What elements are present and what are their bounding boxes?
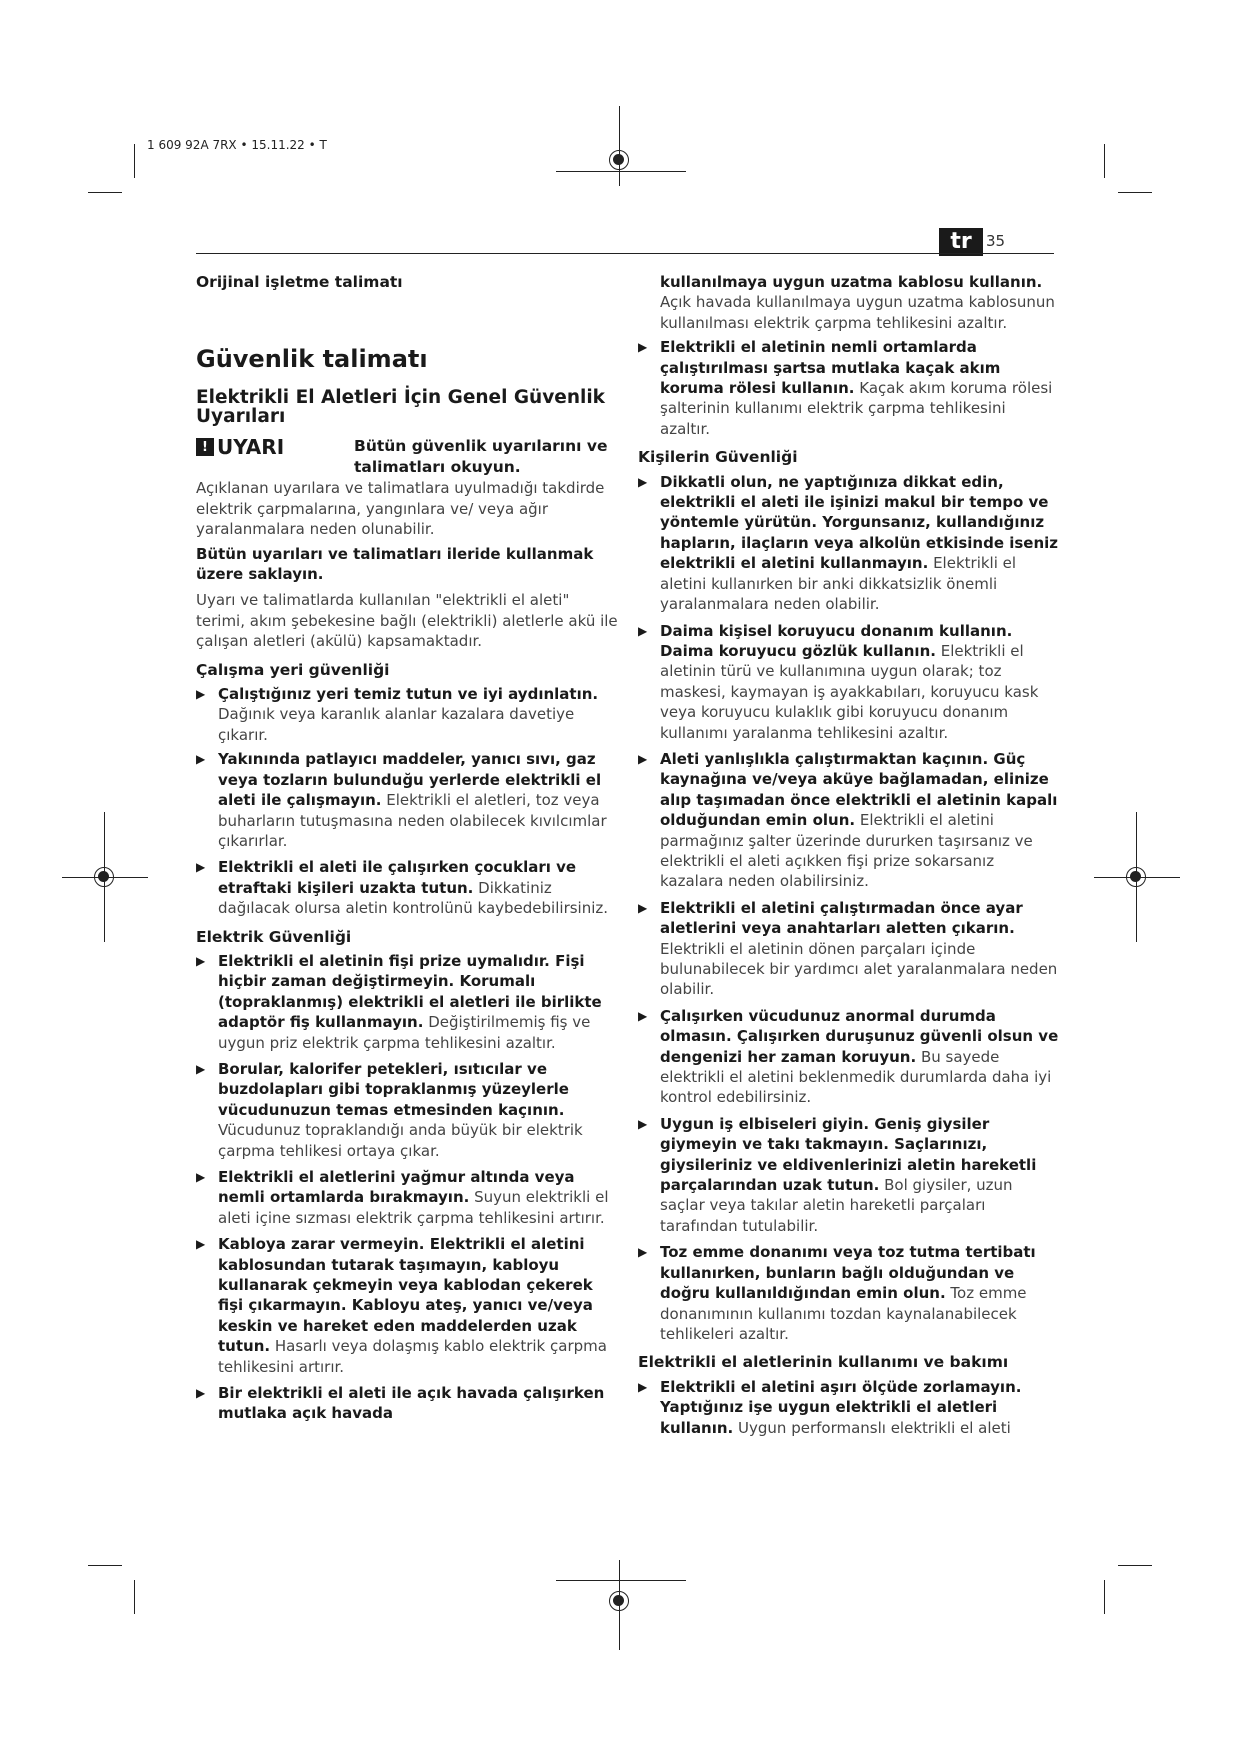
intro-paragraph-2: Uyarı ve talimatlarda kullanılan "elektrikli el aleti" terimi, akım şebekesine bağlı (elektrikli) aletlerle akü ile çalışan aletleri (akülü) kapsamaktadır. (196, 591, 618, 651)
crop-mark-top-right-v (1104, 144, 1105, 178)
crop-mark-top-left-v (134, 144, 135, 178)
list-item: ▶ Çalışırken vücudunuz anormal durumda olmasın. Çalışırken duruşunuz güvenli olsun ve dengenizi her zaman koruyun. Bu sayede elektrikli el aletini beklenmedik durumlarda daha iyi kontrol edebilirsiniz. (638, 1006, 1059, 1107)
warning-label: ! UYARI (196, 436, 354, 458)
bullet-icon: ▶ (638, 340, 648, 355)
bullet-icon: ▶ (638, 1379, 648, 1394)
crop-mark-top-right-h (1118, 192, 1152, 193)
list-item: ▶ Bir elektrikli el aleti ile açık havada çalışırken mutlaka açık havada (196, 1384, 605, 1423)
list-item: ▶ Yakınında patlayıcı maddeler, yanıcı sıvı, gaz veya tozların bulunduğu yerlerde elektrikli el aleti ile çalışmayın. Elektrikli el aletleri, toz veya buharların tutuşmasına neden olabilecek kıvılcımlar çıkarırlar. (196, 750, 607, 850)
registration-bottom-h (556, 1580, 686, 1581)
warning-triangle-icon: ! (196, 438, 214, 456)
original-instructions-heading: Orijinal işletme talimatı (196, 273, 403, 291)
safety-heading: Güvenlik talimatı (196, 345, 428, 374)
list-item: ▶ Çalıştığınız yeri temiz tutun ve iyi aydınlatın. Dağınık veya karanlık alanlar kazalara davetiye çıkarır. (196, 685, 599, 744)
registration-target-bottom (609, 1591, 629, 1611)
bullet-icon: ▶ (196, 1170, 206, 1184)
bullet-icon: ▶ (638, 900, 648, 915)
list-item: ▶ Elektrikli el aletini aşırı ölçüde zorlamayın. Yaptığınız işe uygun elektrikli el aletleri kullanın. Uygun performanslı elektrikli el aleti (638, 1377, 1022, 1437)
list-item: ▶ Elektrikli el aleti ile çalışırken çocukları ve etraftaki kişileri uzakta tutun. Dikkatiniz dağılacak olursa aletin kontrolünü kaybedebilirsiniz. (196, 858, 609, 918)
crop-mark-bottom-right-h (1118, 1565, 1152, 1566)
bullet-icon: ▶ (196, 953, 206, 968)
page-number: 35 (986, 232, 1006, 250)
registration-top-v (619, 106, 620, 186)
list-item: ▶ Daima kişisel koruyucu donanım kullanın. Daima koruyucu gözlük kullanın. Elektrikli el aletinin türü ve kullanımına uygun olarak; toz maskesi, kaymayan iş ayakkabıları, koruyucu kask veya koruyucu kulaklık gibi koruyucu donanım kullanımı yaralanma tehlikesini azaltır. (638, 621, 1039, 742)
bullet-icon: ▶ (638, 1245, 648, 1260)
registration-target-left (94, 867, 114, 887)
list-item: ▶ Elektrikli el aletinin nemli ortamlarda çalıştırılması şartsa mutlaka kaçak akım koruma rölesi kullanın. Kaçak akım koruma rölesi şalterinin kullanımı elektrik çarpma tehlikesini azaltır. (638, 338, 1053, 438)
general-warnings-heading: Elektrikli El Aletleri İçin Genel Güvenlik Uyarıları (196, 387, 605, 428)
personal-safety-heading: Kişilerin Güvenliği (638, 448, 798, 467)
warning-text: Bütün güvenlik uyarılarını ve talimatları okuyun. (354, 437, 608, 477)
bullet-icon: ▶ (638, 474, 648, 489)
document-id: 1 609 92A 7RX • 15.11.22 • T (147, 138, 327, 152)
crop-mark-bottom-left-h (88, 1565, 122, 1566)
bullet-icon: ▶ (196, 752, 206, 767)
registration-target-top (609, 150, 629, 170)
tool-use-heading: Elektrikli el aletlerinin kullanımı ve bakımı (638, 1353, 1009, 1372)
electrical-safety-heading: Elektrik Güvenliği (196, 927, 352, 946)
bullet-icon: ▶ (638, 751, 648, 766)
list-item: ▶ Borular, kalorifer petekleri, ısıtıcılar ve buzdolapları gibi topraklanmış yüzeylerle vücudunuzun temas etmesinden kaçının. Vücudunuz topraklandığı anda büyük bir elektrik çarpma tehlikesi ortaya çıkar. (196, 1059, 583, 1160)
list-item: ▶ Uygun iş elbiseleri giyin. Geniş giysiler giymeyin ve takı takmayın. Saçlarınızı, giysileriniz ve eldivenlerinizi aletin hareketli parçalarından uzak tutun. Bol giysiler, uzun saçlar veya takılar aletin hareketli parçaları tarafından tutulabilir. (638, 1114, 1037, 1235)
list-item: ▶ Kabloya zarar vermeyin. Elektrikli el aletini kablosundan tutarak taşımayın, kabloyu kullanarak çekmeyin veya kablodan çekerek fişi çıkarmayın. Kabloyu ateş, yanıcı ve/veya keskin ve hareket eden maddelerden uzak tutun. Hasarlı veya dolaşmış kablo elektrik çarpma tehlikesini artırır. (196, 1235, 607, 1376)
bullet-icon: ▶ (196, 1386, 206, 1401)
list-item: ▶ Elektrikli el aletinin fişi prize uymalıdır. Fişi hiçbir zaman değiştirmeyin. Korumalı (topraklanmış) elektrikli el aletleri ile birlikte adaptör fiş kullanmayın. Değiştirilmemiş fiş ve uygun priz elektrik çarpma tehlikesini azaltır. (196, 951, 602, 1052)
language-badge: tr (939, 228, 983, 256)
list-item: ▶ Dikkatli olun, ne yaptığınıza dikkat edin, elektrikli el aleti ile işinizi makul bir tempo ve yöntemle yürütün. Yorgunsanız, kullandığınız hapların, ilaçların veya alkolün etkisinde iseniz elektrikli el aletini kullanmayın. Elektrikli el aletini kullanırken bir anki dikkatsizlik önemli yaralanmalara neden olabilir. (638, 472, 1059, 614)
left-column (196, 272, 618, 1424)
header-rule (196, 253, 1054, 254)
crop-mark-bottom-left-v (134, 1580, 135, 1614)
registration-target-right (1126, 867, 1146, 887)
bullet-icon: ▶ (196, 1061, 206, 1076)
bullet-icon: ▶ (638, 1008, 648, 1023)
bullet-icon: ▶ (638, 1116, 648, 1131)
list-item-continued: kullanılmaya uygun uzatma kablosu kullanın. Açık havada kullanılmaya uygun uzatma kablosunun kullanılması elektrik çarpma tehlikesini azaltır. (660, 273, 1055, 332)
bullet-icon: ▶ (638, 623, 648, 638)
warning-block (196, 436, 618, 478)
right-column (638, 272, 1060, 1438)
list-item: ▶ Toz emme donanımı veya toz tutma tertibatı kullanırken, bunların bağlı olduğundan ve doğru kullanıldığından emin olun. Toz emme donanımının kullanımı tozdan kaynalanabilecek tehlikeleri azaltır. (638, 1243, 1036, 1343)
intro-paragraph-1: Açıklanan uyarılara ve talimatlara uyulmadığı takdirde elektrik çarpmalarına, yangınlara ve/ veya ağır yaralanmalara neden olunabilir. (196, 479, 605, 539)
list-item: ▶ Elektrikli el aletini çalıştırmadan önce ayar aletlerini veya anahtarları aletten çıkarın. Elektrikli el aletinin dönen parçaları içinde bulunabilecek bir yardımcı alet yaralanmalara neden olabilir. (638, 898, 1058, 999)
crop-mark-bottom-right-v (1104, 1580, 1105, 1614)
bullet-icon: ▶ (196, 860, 206, 875)
keep-instructions: Bütün uyarıları ve talimatları ileride kullanmak üzere saklayın. (196, 544, 594, 584)
bullet-icon: ▶ (196, 1237, 206, 1252)
registration-top-h (556, 171, 686, 172)
list-item: ▶ Aleti yanlışlıkla çalıştırmaktan kaçının. Güç kaynağına ve/veya aküye bağlamadan, elinize alıp taşımadan önce elektrikli el aletinin kapalı olduğundan emin olun. Elektrikli el aletini parmağınız şalter üzerinde dururken taşırsanız ve elektrikli el aleti açıkken fişi prize sokarsanız kazalara neden olabilirsiniz. (638, 749, 1058, 891)
list-item: ▶ Elektrikli el aletlerini yağmur altında veya nemli ortamlarda bırakmayın. Suyun elektrikli el aleti içine sızması elektrik çarpma tehlikesini artırır. (196, 1168, 609, 1227)
crop-mark-top-left-h (88, 192, 122, 193)
bullet-icon: ▶ (196, 687, 206, 702)
work-area-heading: Çalışma yeri güvenliği (196, 660, 390, 679)
